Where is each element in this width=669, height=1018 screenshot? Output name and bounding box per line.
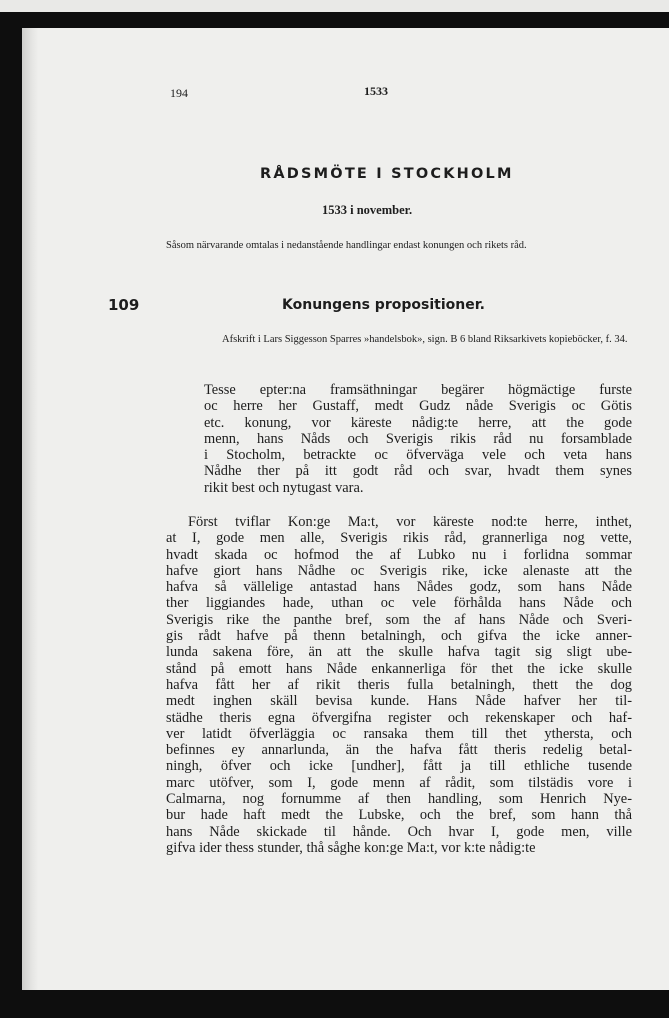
text-line: oc herre her Gustaff, medt Gudz nåde Sverigis oc Götis bbox=[204, 398, 632, 415]
running-header-year: 1533 bbox=[364, 84, 388, 98]
text-line: lunda sakena före, än att the skulle hafva tagit sig sligt ube- bbox=[166, 644, 632, 661]
text-line: menn, hans Nåds och Sverigis rikis råd nu forsamblade bbox=[204, 430, 632, 447]
text-line: stånd på emott hans Nåde enkannerliga för thet the icke skulle bbox=[166, 660, 632, 677]
text-line: etc. konung, vor käreste nådig:te herre, att the gode bbox=[204, 414, 632, 431]
text-line: gis rådt hafve på thenn betalningh, och gifva the icke anner- bbox=[166, 628, 632, 645]
text-line: hafva så vällelige antastad hans Nådes godz, som hans Nåde bbox=[166, 579, 632, 596]
text-line: at I, gode men alle, Sverigis rikis råd, grannerliga nog vette, bbox=[166, 530, 632, 547]
text-line: marc utöfver, som I, gode menn af rådit, som tilstädis vore i bbox=[166, 774, 632, 791]
source-note: Afskrift i Lars Siggesson Sparres »handelsbok», sign. B 6 bland Riksarkivets kopieböcker, f. 34. bbox=[222, 334, 628, 345]
page-number: 194 bbox=[170, 86, 188, 100]
text-line: hans Nåde skickade til hånde. Och hvar I, gode men, ville bbox=[166, 823, 632, 840]
text-line: ningh, öfver och icke [undher], fått ja till ethliche tusende bbox=[166, 758, 632, 775]
document-number: 109 bbox=[108, 296, 140, 314]
text-line: gifva ider thess stunder, thå såghe kon:ge Ma:t, vor k:te nådig:te bbox=[166, 839, 536, 856]
text-line: ther liggiandes hade, uthan oc vele förhålda hans Nåde och bbox=[166, 595, 632, 612]
scan-top-border bbox=[0, 0, 669, 12]
text-line: Först tviflar Kon:ge Ma:t, vor käreste nod:te herre, inthet, bbox=[188, 514, 632, 530]
section-title: RÅDSMÖTE I STOCKHOLM bbox=[260, 166, 514, 182]
text-line: i Stocholm, betrackte oc öfverväga vele och veta hans bbox=[204, 447, 632, 464]
text-line: bur hade haft medt the Lubske, och the bref, som hann thå bbox=[166, 807, 632, 824]
body-paragraph-2 bbox=[166, 514, 632, 856]
text-line: Sverigis rike the panthe bref, som the af hans Nåde och Sveri- bbox=[166, 611, 632, 628]
text-line: hvadt skada oc hofmod the af Lubko nu i forlidna sommar bbox=[166, 546, 632, 563]
text-line: Tesse epter:na framsäthningar begärer högmäctige furste bbox=[204, 382, 632, 398]
document-title: Konungens propositioner. bbox=[282, 297, 485, 313]
text-line: rikit best och nytugast vara. bbox=[204, 479, 364, 496]
page-gutter-shadow bbox=[22, 28, 38, 990]
section-date: 1533 i november. bbox=[322, 203, 413, 217]
text-line: befinnes ey annarlunda, än the hafva fått theris redelig betal- bbox=[166, 742, 632, 759]
text-line: städhe theris egna öfvergifna register och rekenskaper och haf- bbox=[166, 709, 632, 726]
text-line: hafve giort hans Nådhe oc Sverigis rike, icke alenaste att the bbox=[166, 562, 632, 579]
text-line: Nådhe ther på itt godt råd och svar, hvadt them synes bbox=[204, 463, 632, 480]
text-line: ver latidt öfverläggia oc ransaka them till thet ythersta, och bbox=[166, 725, 632, 742]
text-line: Calmarna, nog fornumme af then handling, som Henrich Nye- bbox=[166, 791, 632, 808]
text-line: hafva fått her af rikit theris fulla betalningh, thett the dog bbox=[166, 676, 632, 693]
body-paragraph-1 bbox=[204, 382, 632, 496]
text-line: medt inghen skäll bevisa kunde. Hans Nåde hafver her til- bbox=[166, 693, 632, 710]
intro-note: Såsom närvarande omtalas i nedanstående handlingar endast konungen och rikets råd. bbox=[166, 240, 527, 251]
